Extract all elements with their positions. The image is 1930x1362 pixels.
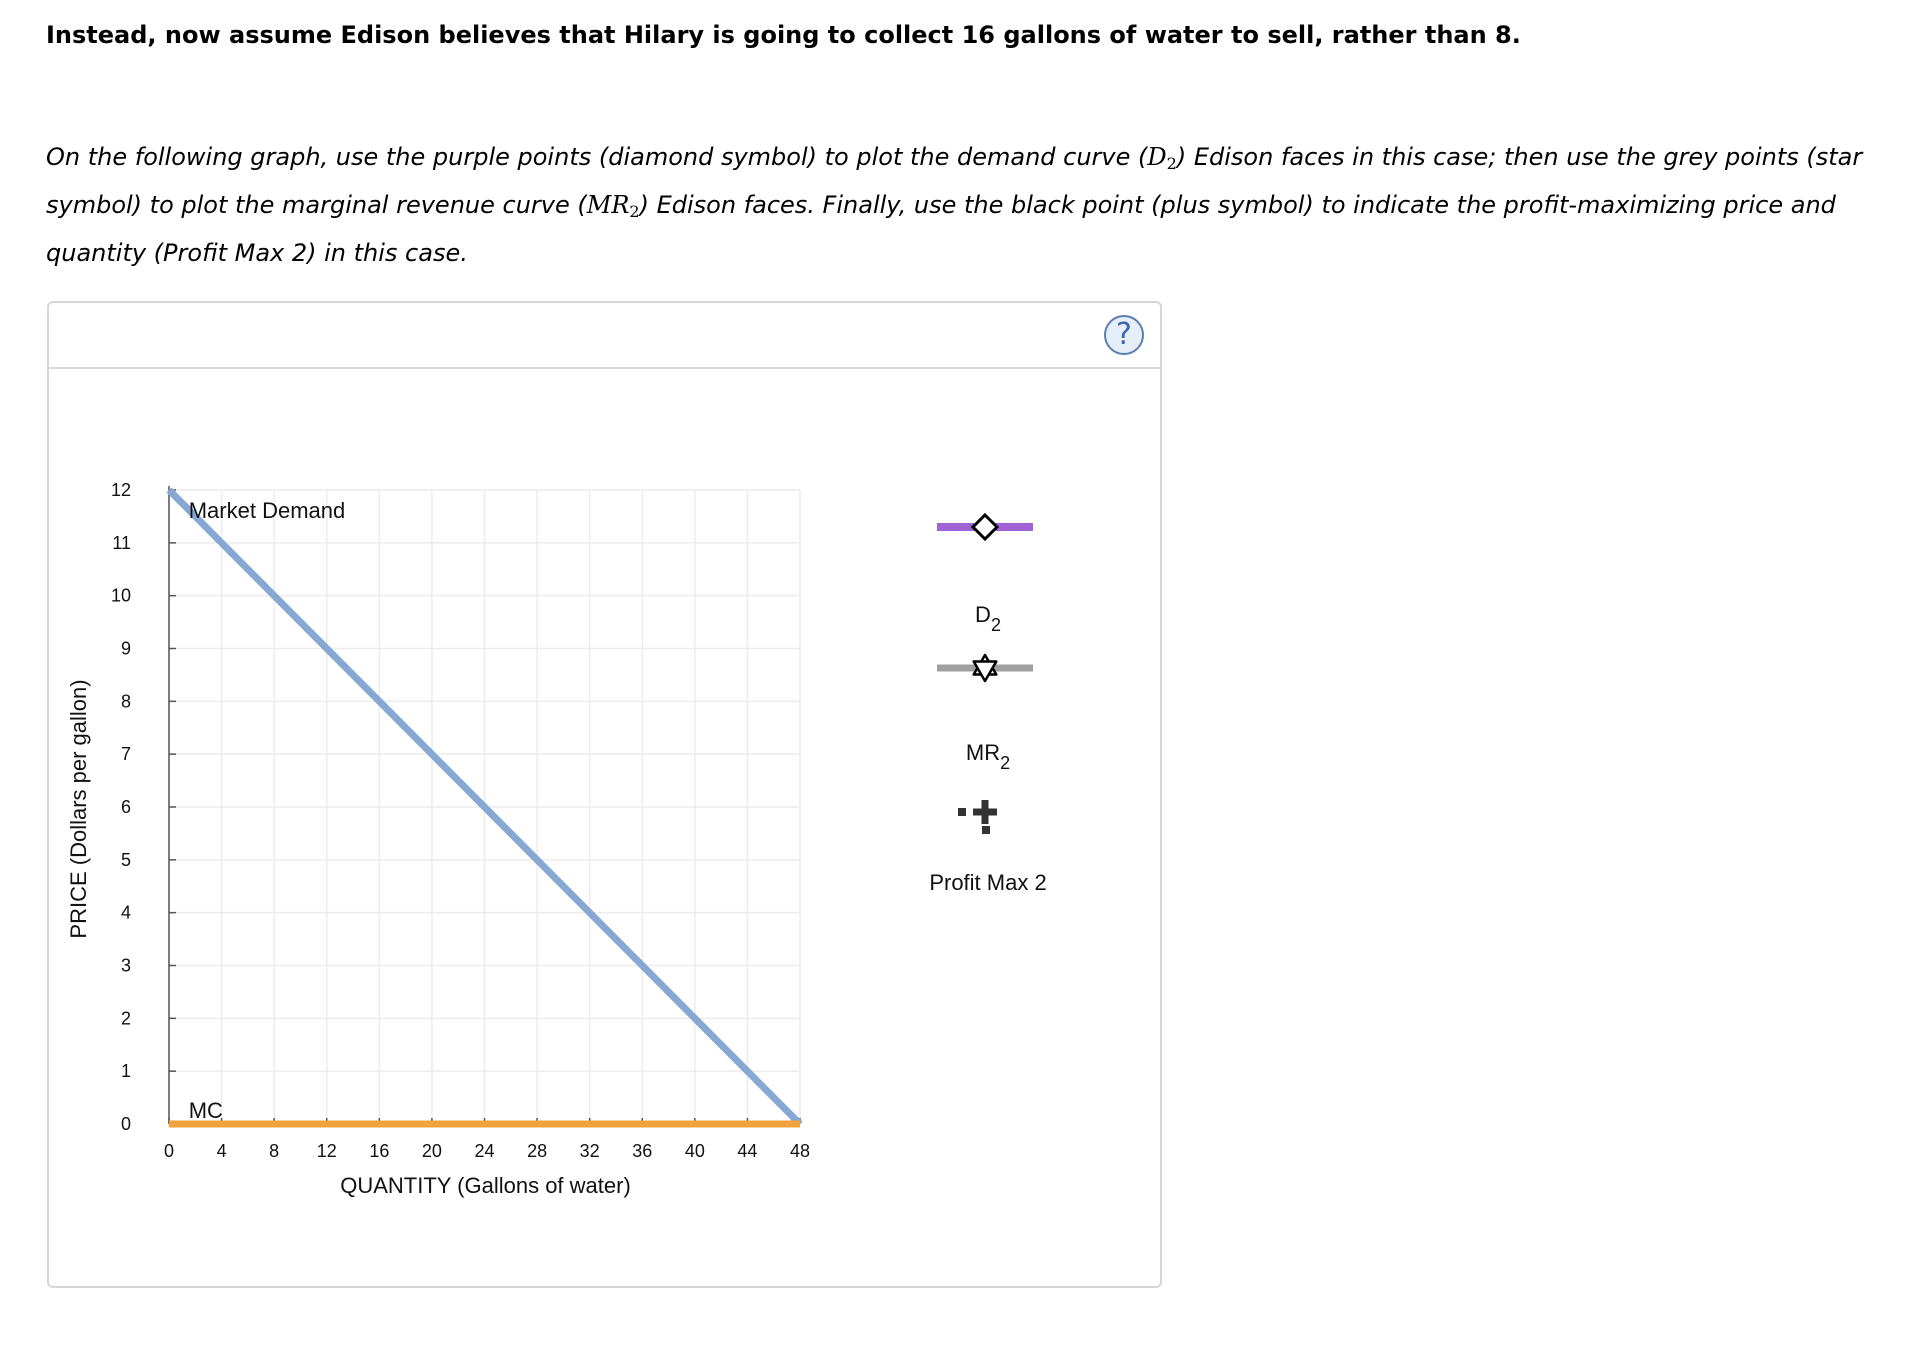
- y-tick-label: 7: [120, 744, 131, 765]
- y-tick-label: 8: [120, 691, 131, 712]
- x-tick-label: 0: [163, 1141, 175, 1161]
- legend-label: $D_2$: [975, 602, 1001, 635]
- y-tick-label: 1: [120, 1061, 131, 1082]
- y-tick-label: 11: [112, 532, 131, 553]
- question-title: Instead, now assume Edison believes that Hilary is going to collect 16 gallons of water to sell, rather than 8.: [46, 21, 1521, 49]
- y-tick-label: 4: [120, 902, 131, 923]
- x-tick-label: 12: [316, 1141, 337, 1161]
- legend-profit-max-2-tool[interactable]: [929, 800, 1046, 895]
- instr-part-1: On the following graph, use the purple points (diamond symbol) to plot the demand curve (: [46, 143, 1148, 171]
- d2-symbol: $D_2$: [1147, 143, 1177, 173]
- plus-icon: [982, 800, 989, 824]
- y-tick-label: 9: [120, 638, 131, 659]
- legend-d2-tool[interactable]: [937, 515, 1033, 635]
- instr-part-2: ) Edison faces in this case; then use the grey points (star symbol) to plot the marginal revenue curve (: [46, 143, 1863, 219]
- market-demand-label: Market Demand: [188, 498, 346, 524]
- x-tick-label: 16: [369, 1141, 390, 1161]
- y-tick-label: 5: [120, 849, 131, 870]
- y-tick-label: 10: [110, 585, 131, 606]
- y-tick-label: 2: [120, 1008, 131, 1029]
- legend-dash: [982, 826, 990, 834]
- x-tick-label: 32: [579, 1141, 600, 1161]
- legend-mr2-tool[interactable]: [937, 655, 1033, 773]
- y-tick-label: 12: [110, 480, 131, 500]
- y-axis-title: PRICE (Dollars per gallon): [66, 679, 91, 939]
- x-tick-label: 28: [527, 1141, 548, 1161]
- y-tick-label: 6: [120, 797, 131, 817]
- x-tick-label: 4: [216, 1141, 227, 1161]
- y-tick-label: 0: [120, 1114, 131, 1134]
- mr2-symbol: $MR_2$: [586, 191, 640, 221]
- help-icon[interactable]: ?: [1104, 315, 1144, 355]
- x-tick-label: 36: [632, 1141, 653, 1161]
- x-tick-label: 20: [421, 1141, 442, 1161]
- x-tick-label: 40: [684, 1141, 705, 1161]
- legend-label: Profit Max 2: [929, 870, 1047, 895]
- x-tick-label: 24: [474, 1141, 495, 1161]
- x-tick-label: 8: [269, 1141, 280, 1161]
- instr-part-3: ) Edison faces. Finally, use the black point (plus symbol) to indicate the profit-maximizing price and quantity (Profit Max 2) in this case.: [46, 191, 1836, 267]
- mc-label: MC: [188, 1097, 223, 1123]
- x-tick-label: 44: [737, 1141, 758, 1161]
- legend-dash: [958, 808, 966, 816]
- x-tick-label: 48: [789, 1141, 811, 1161]
- x-axis-title: QUANTITY (Gallons of water): [340, 1173, 631, 1198]
- y-tick-label: 3: [120, 955, 131, 976]
- legend-label: $MR_2$: [965, 740, 1011, 773]
- diamond-icon: [973, 515, 997, 539]
